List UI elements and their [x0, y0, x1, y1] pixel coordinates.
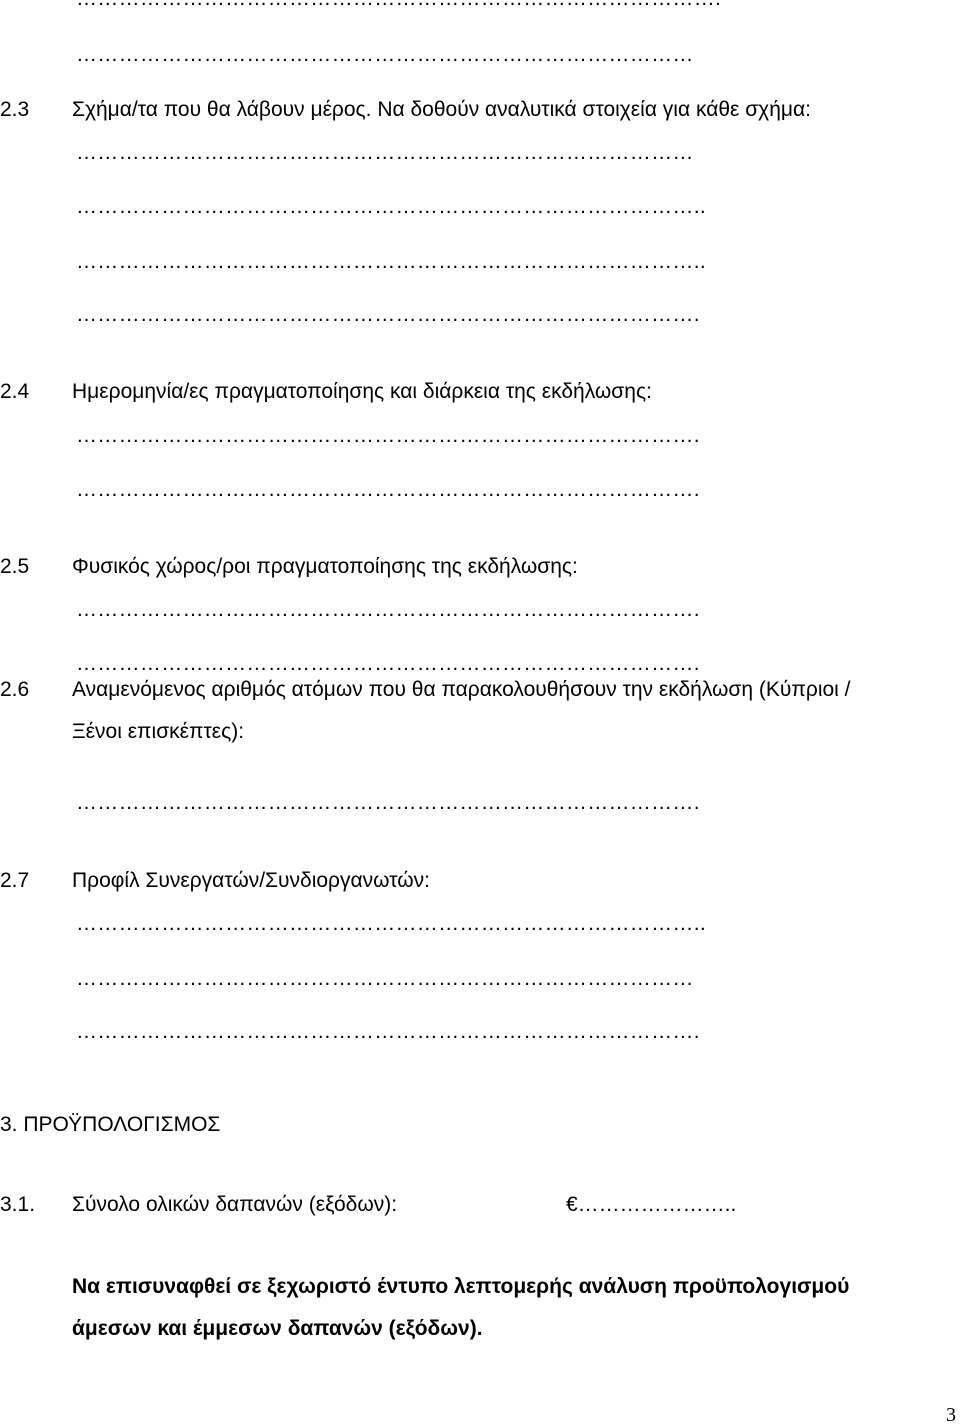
budget-item-label: Σύνολο ολικών δαπανών (εξόδων):: [72, 1193, 398, 1216]
budget-note-line: Να επισυναφθεί σε ξεχωριστό έντυπο λεπτομερής ανάλυση προϋπολογισμού: [72, 1275, 850, 1298]
answer-line[interactable]: …………………………………………………………………………….: [76, 478, 700, 501]
section-number: 2.3: [0, 98, 30, 121]
section-number: 2.7: [0, 869, 30, 892]
page-number: 3: [946, 1404, 956, 1426]
section-label: Φυσικός χώρος/ροι πραγματοποίησης της εκδήλωσης:: [72, 555, 578, 578]
budget-note-line: άμεσων και έμμεσων δαπανών (εξόδων).: [72, 1317, 483, 1340]
answer-line[interactable]: …………………………………………………………………………….: [76, 1020, 700, 1043]
answer-line[interactable]: ……………………………………………………………………………..: [76, 912, 706, 935]
answer-line[interactable]: ……………………………………………………………………………: [76, 141, 694, 164]
answer-line[interactable]: …………………………………………………………………………….: [76, 424, 700, 447]
answer-line[interactable]: ……………………………………………………………………………..: [76, 250, 706, 273]
budget-heading: 3. ΠΡΟΫΠΟΛΟΓΙΣΜΟΣ: [0, 1113, 221, 1136]
answer-line[interactable]: ……………………………………………………………………………..: [76, 195, 706, 218]
budget-total-field[interactable]: €…………………..: [566, 1193, 737, 1216]
budget-item-number: 3.1.: [0, 1193, 36, 1216]
answer-line[interactable]: …………………………………………………………………………….: [76, 652, 700, 675]
answer-line[interactable]: …………………………………………………………………………….: [76, 791, 700, 814]
section-number: 2.4: [0, 380, 30, 403]
section-label: Σχήμα/τα που θα λάβουν μέρος. Να δοθούν αναλυτικά στοιχεία για κάθε σχήμα:: [72, 98, 811, 121]
answer-line[interactable]: …………………………………………………………………………….: [76, 598, 700, 621]
section-label: Ημερομηνία/ες πραγματοποίησης και διάρκεια της εκδήλωσης:: [72, 380, 652, 403]
section-label: Αναμενόμενος αριθμός ατόμων που θα παρακολουθήσουν την εκδήλωση (Κύπριοι /: [72, 678, 851, 701]
answer-line[interactable]: …………………………………………………………………………….: [76, 303, 700, 326]
answer-line[interactable]: ……………………………………………………………………………: [76, 43, 694, 66]
section-number: 2.6: [0, 678, 30, 701]
section-label-continued: Ξένοι επισκέπτες):: [72, 720, 245, 743]
answer-line[interactable]: [76, 0, 721, 9]
section-label: Προφίλ Συνεργατών/Συνδιοργανωτών:: [72, 869, 430, 892]
answer-line[interactable]: ……………………………………………………………………………: [76, 967, 694, 990]
section-number: 2.5: [0, 555, 30, 578]
